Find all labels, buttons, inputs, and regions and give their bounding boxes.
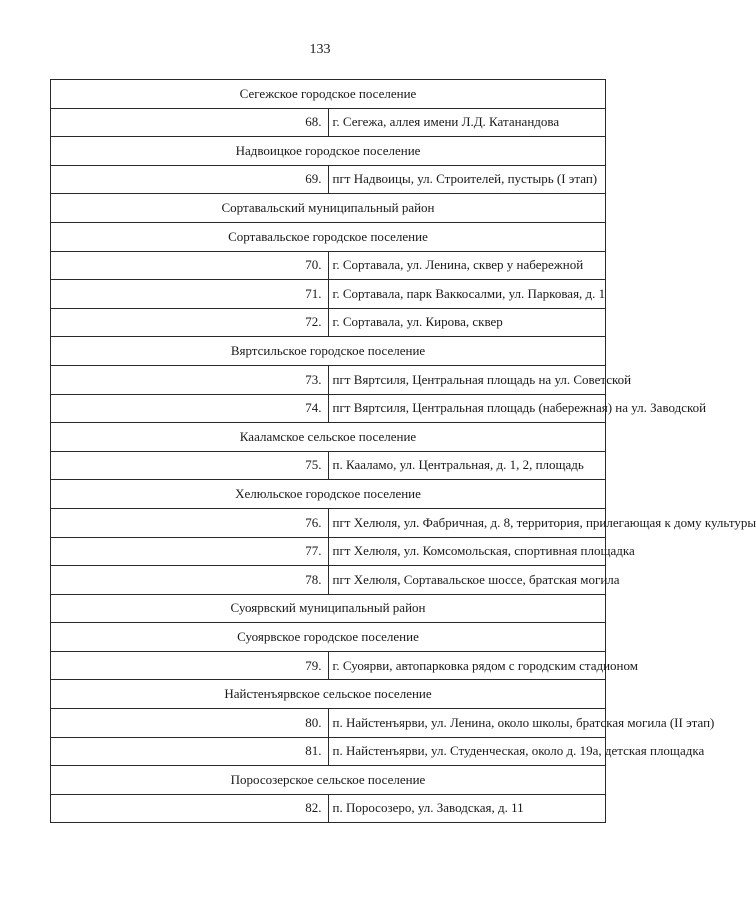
- section-header-row: [51, 337, 606, 366]
- table-row: [51, 566, 606, 595]
- item-address: г. Сегежа, аллея имени Л.Д. Катанандова: [328, 108, 606, 137]
- section-header-row: [51, 766, 606, 795]
- section-title: Надвоицкое городское поселение: [51, 137, 606, 166]
- section-header-row: [51, 194, 606, 223]
- item-address: п. Найстенъярви, ул. Ленина, около школы, братская могила (II этап): [328, 709, 606, 738]
- section-header-row: [51, 680, 606, 709]
- item-number: 82.: [51, 794, 329, 823]
- item-address: г. Сортавала, парк Ваккосалми, ул. Парковая, д. 1: [328, 280, 606, 309]
- item-address: пгт Вяртсиля, Центральная площадь на ул. Советской: [328, 365, 606, 394]
- table-row: [51, 108, 606, 137]
- item-address: г. Сортавала, ул. Кирова, сквер: [328, 308, 606, 337]
- item-address: пгт Надвоицы, ул. Строителей, пустырь (I этап): [328, 165, 606, 194]
- item-number: 68.: [51, 108, 329, 137]
- section-header-row: [51, 623, 606, 652]
- table-row: [51, 709, 606, 738]
- section-title: Кааламское сельское поселение: [51, 423, 606, 452]
- section-header-row: [51, 137, 606, 166]
- table-row: [51, 365, 606, 394]
- table-row: [51, 308, 606, 337]
- table-row: [51, 537, 606, 566]
- item-address: п. Найстенъярви, ул. Студенческая, около д. 19а, детская площадка: [328, 737, 606, 766]
- item-number: 79.: [51, 651, 329, 680]
- section-title: Суоярвское городское поселение: [51, 623, 606, 652]
- item-number: 81.: [51, 737, 329, 766]
- item-address: г. Сортавала, ул. Ленина, сквер у набережной: [328, 251, 606, 280]
- table-row: [51, 280, 606, 309]
- item-address: пгт Хелюля, Сортавальское шоссе, братская могила: [328, 566, 606, 595]
- item-address: п. Поросозеро, ул. Заводская, д. 11: [328, 794, 606, 823]
- item-number: 73.: [51, 365, 329, 394]
- section-title: Найстенъярвское сельское поселение: [51, 680, 606, 709]
- item-number: 77.: [51, 537, 329, 566]
- section-title: Сегежское городское поселение: [51, 80, 606, 109]
- item-address: п. Кааламо, ул. Центральная, д. 1, 2, площадь: [328, 451, 606, 480]
- item-address: пгт Хелюля, ул. Комсомольская, спортивная площадка: [328, 537, 606, 566]
- section-title: Вяртсильское городское поселение: [51, 337, 606, 366]
- item-address: г. Суоярви, автопарковка рядом с городским стадионом: [328, 651, 606, 680]
- section-header-row: [51, 80, 606, 109]
- item-number: 69.: [51, 165, 329, 194]
- section-title: Суоярвский муниципальный район: [51, 594, 606, 623]
- locations-table: [50, 79, 756, 823]
- section-title: Поросозерское сельское поселение: [51, 766, 606, 795]
- item-number: 74.: [51, 394, 329, 423]
- table-row: [51, 794, 606, 823]
- table-row: [51, 165, 606, 194]
- section-header-row: [51, 423, 606, 452]
- item-number: 78.: [51, 566, 329, 595]
- section-title: Сортавальское городское поселение: [51, 222, 606, 251]
- locations-table-body: [51, 80, 756, 823]
- item-address: пгт Хелюля, ул. Фабричная, д. 8, территория, прилегающая к дому культуры: [328, 508, 606, 537]
- table-row: [51, 394, 606, 423]
- item-number: 75.: [51, 451, 329, 480]
- section-header-row: [51, 594, 606, 623]
- section-header-row: [51, 222, 606, 251]
- item-number: 70.: [51, 251, 329, 280]
- table-row: [51, 451, 606, 480]
- item-number: 80.: [51, 709, 329, 738]
- item-address: пгт Вяртсиля, Центральная площадь (набережная) на ул. Заводской: [328, 394, 606, 423]
- table-row: [51, 251, 606, 280]
- item-number: 71.: [51, 280, 329, 309]
- table-row: [51, 737, 606, 766]
- item-number: 72.: [51, 308, 329, 337]
- section-header-row: [51, 480, 606, 509]
- table-row: [51, 651, 606, 680]
- page-number: 133: [309, 42, 331, 57]
- table-row: [51, 508, 606, 537]
- section-title: Сортавальский муниципальный район: [51, 194, 606, 223]
- item-number: 76.: [51, 508, 329, 537]
- section-title: Хелюльское городское поселение: [51, 480, 606, 509]
